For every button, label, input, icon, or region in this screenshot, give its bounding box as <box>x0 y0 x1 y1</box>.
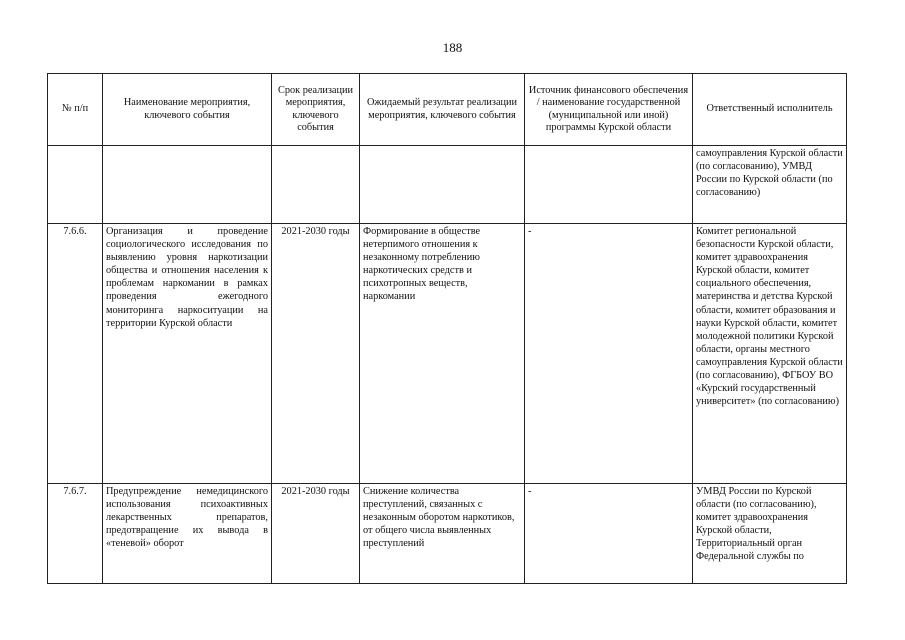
row-executor: УМВД России по Курской области (по согласованию), комитет здравоохранения Курской области, Территориальный орган Федеральной службы по <box>693 484 847 584</box>
row-result: Формирование в обществе нетерпимого отношения к незаконному потреблению наркотических средств и психотропных веществ, наркомании <box>360 224 525 484</box>
row-executor: Комитет региональной безопасности Курской области, комитет здравоохранения Курской области, комитет социального обеспечения, материнства и детства Курской области, комитет образования и науки Курской области, комитет молодежной политики Курской области, органы местного самоуправления Курской области (по согласованию), ФГБОУ ВО «Курский государственный университет» (по согласованию) <box>693 224 847 484</box>
row-result: Снижение количества преступлений, связанных с незаконным оборотом наркотиков, от общего числа выявленных преступлений <box>360 484 525 584</box>
row-term <box>272 146 360 224</box>
row-source: - <box>525 484 693 584</box>
row-source: - <box>525 224 693 484</box>
header-num: № п/п <box>48 74 103 146</box>
header-result: Ожидаемый результат реализации мероприятия, ключевого события <box>360 74 525 146</box>
row-name <box>103 146 272 224</box>
header-source: Источник финансового обеспечения / наименование государственной (муниципальной или иной) программы Курской области <box>525 74 693 146</box>
table-row <box>48 224 847 484</box>
row-name: Предупреждение немедицинского использования психоактивных лекарственных препаратов, предотвращение их вывода в «теневой» оборот <box>103 484 272 584</box>
header-term: Срок реализации мероприятия, ключевого события <box>272 74 360 146</box>
row-result <box>360 146 525 224</box>
table-header-row <box>48 74 847 146</box>
row-term: 2021-2030 годы <box>272 224 360 484</box>
row-num: 7.6.7. <box>48 484 103 584</box>
page-number: 188 <box>442 40 463 55</box>
row-num: 7.6.6. <box>48 224 103 484</box>
row-num <box>48 146 103 224</box>
row-executor: самоуправления Курской области (по согласованию), УМВД России по Курской области (по согласованию) <box>693 146 847 224</box>
row-source <box>525 146 693 224</box>
row-name: Организация и проведение социологического исследования по выявлению уровня наркотизации общества и отношения населения к проблемам наркомании в рамках проведения ежегодного мониторинга наркоситуации на территории Курской области <box>103 224 272 484</box>
header-name: Наименование мероприятия, ключевого события <box>103 74 272 146</box>
measures-table <box>47 73 847 584</box>
row-term: 2021-2030 годы <box>272 484 360 584</box>
table-row <box>48 484 847 584</box>
header-executor: Ответственный исполнитель <box>693 74 847 146</box>
table-row <box>48 146 847 224</box>
